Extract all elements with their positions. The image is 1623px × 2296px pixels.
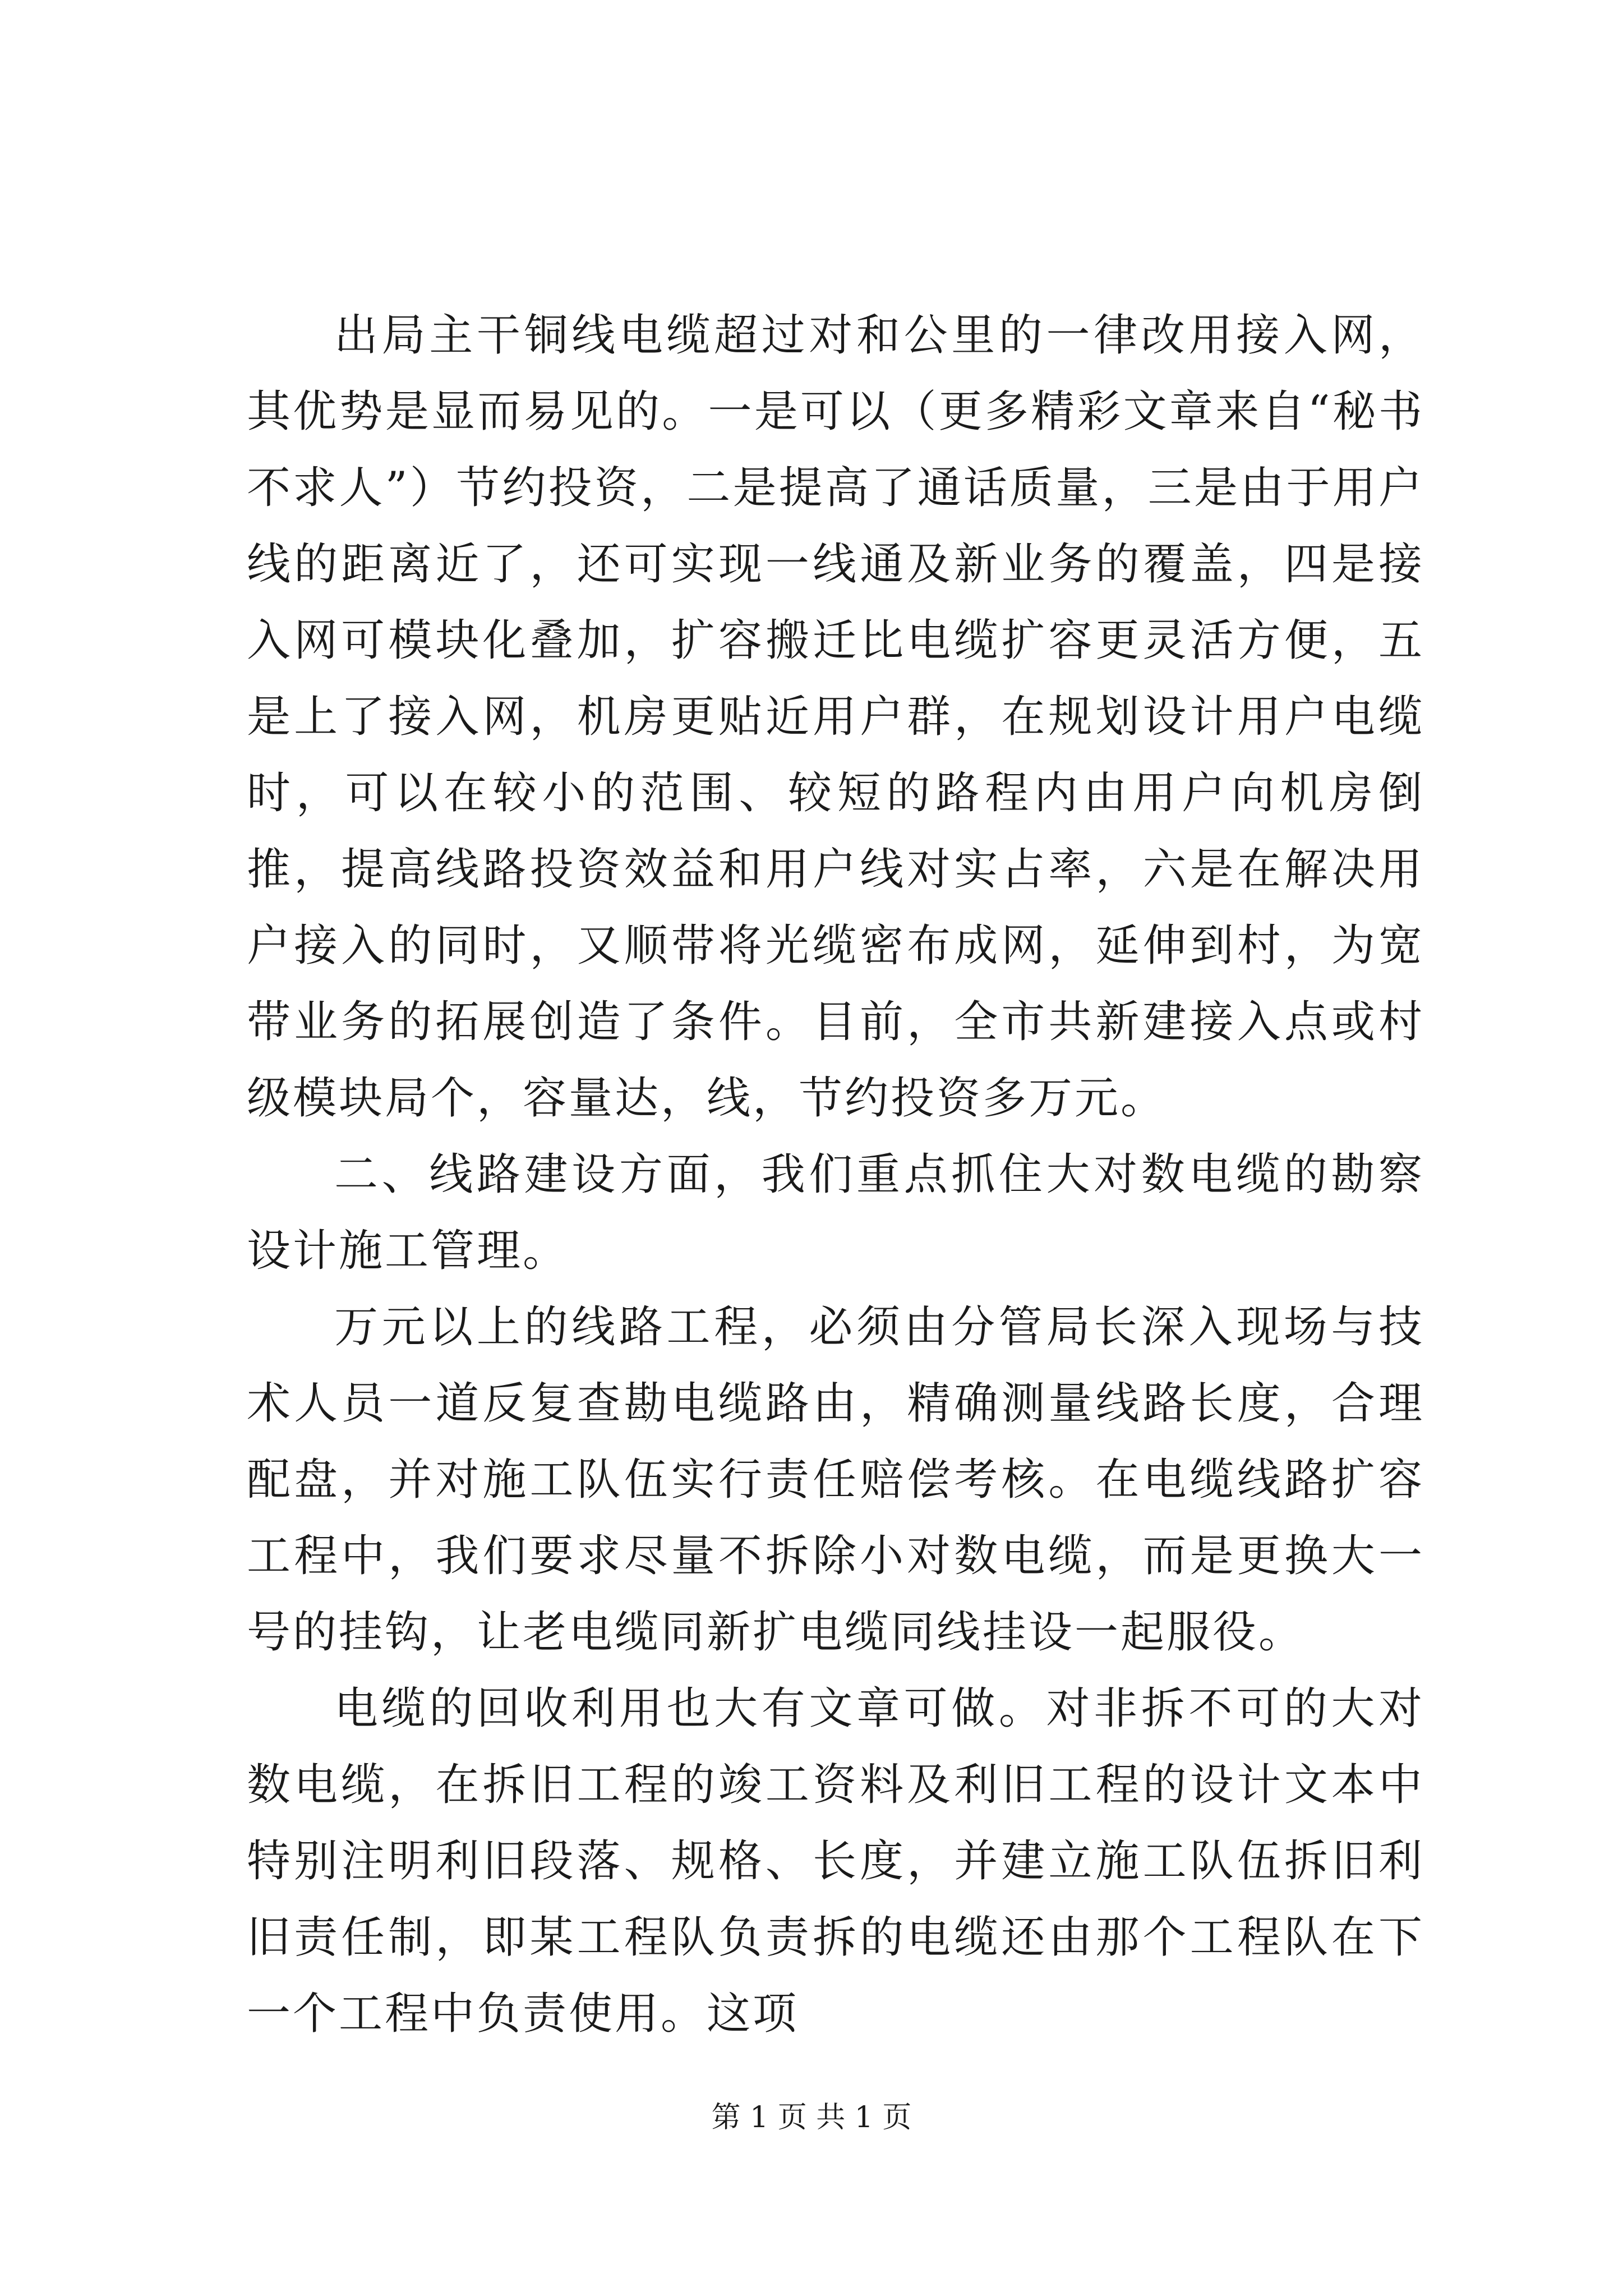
document-body — [247, 297, 1424, 2052]
paragraph-cable-recycling: 电缆的回收利用也大有文章可做。对非拆不可的大对数电缆，在拆旧工程的竣工资料及利旧工程的设计文本中特别注明利旧段落、规格、长度，并建立施工队伍拆旧利旧责任制，即某工程队负责拆的电缆还由那个工程队在下一个工程中负责使用。这项 — [247, 1683, 1424, 2039]
page-footer: 第 1 页 共 1 页 — [711, 2101, 912, 2134]
paragraph-line-construction-heading: 二、线路建设方面，我们重点抓住大对数电缆的勘察设计施工管理。 — [247, 1149, 1424, 1276]
paragraph-survey-management: 万元以上的线路工程，必须由分管局长深入现场与技术人员一道反复查勘电缆路由，精确测量线路长度，合理配盘，并对施工队伍实行责任赔偿考核。在电缆线路扩容工程中，我们要求尽量不拆除小对数电缆，而是更换大一号的挂钩，让老电缆同新扩电缆同线挂设一起服役。 — [247, 1302, 1424, 1658]
paragraph-access-network: 出局主干铜线电缆超过对和公里的一律改用接入网，其优势是显而易见的。一是可以（更多精彩文章来自“秘书不求人”）节约投资，二是提高了通话质量，三是由于用户线的距离近了，还可实现一线通及新业务的覆盖，四是接入网可模块化叠加，扩容搬迁比电缆扩容更灵活方便，五是上了接入网，机房更贴近用户群，在规划设计用户电缆时，可以在较小的范围、较短的路程内由用户向机房倒推，提高线路投资效益和用户线对实占率，六是在解决用户接入的同时，又顺带将光缆密布成网，延伸到村，为宽带业务的拓展创造了条件。目前，全市共新建接入点或村级模块局个，容量达，线，节约投资多万元。 — [247, 310, 1424, 1124]
